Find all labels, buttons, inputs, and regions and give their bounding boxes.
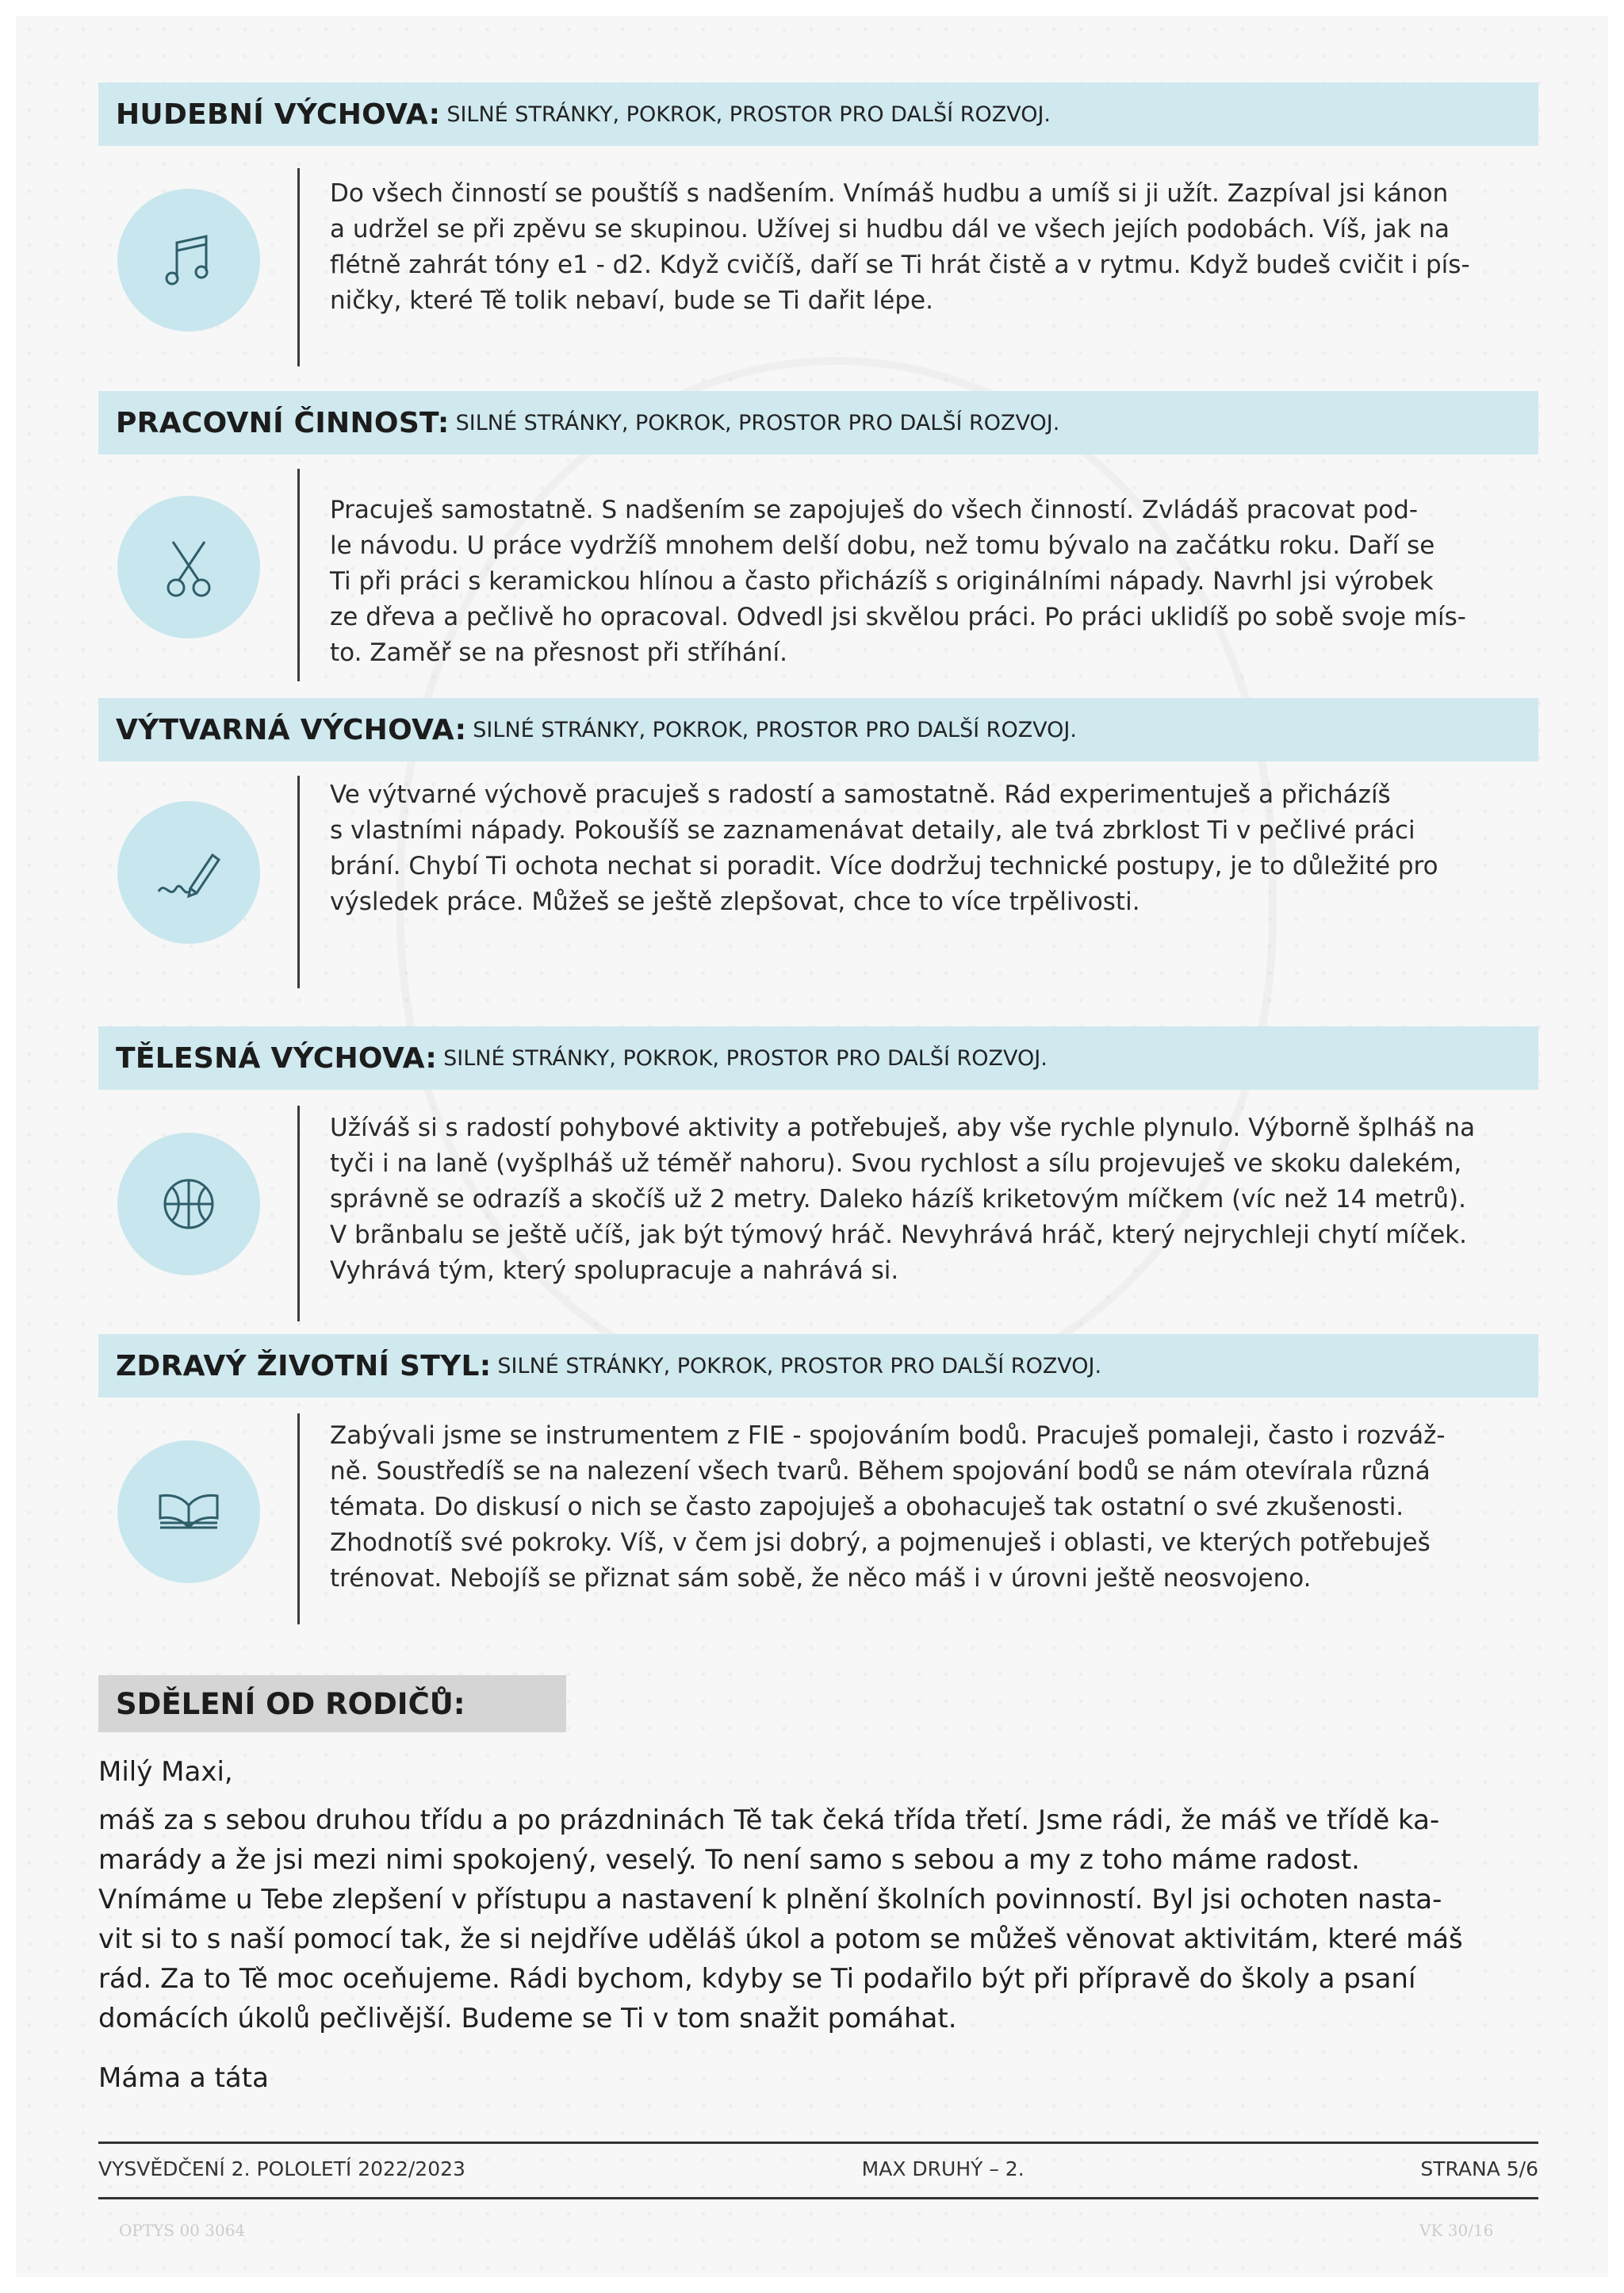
page-footer xyxy=(98,2157,1538,2180)
footer-top-rule xyxy=(98,2142,1538,2144)
section-divider xyxy=(297,168,300,366)
subject-subtitle: SILNÉ STRÁNKY, POKROK, PROSTOR PRO DALŠÍ ROZVOJ. xyxy=(446,102,1051,127)
section-heading xyxy=(98,698,1538,761)
section-heading xyxy=(98,82,1538,146)
pencil-icon xyxy=(117,801,260,944)
section-text: Pracuješ samostatně. S nadšením se zapojuješ do všech činností. Zvládáš pracovat pod- le návodu. U práce vydržíš mnohem delší dobu, než tomu bývalo na začátku roku. Daří se Ti při práci s keramickou hlínou a často přicházíš s originálními nápady. Navrhl jsi výrobek ze dřeva a pečlivě ho opracoval. Odvedl jsi skvělou práci. Po práci uklidíš po sobě svoje mís- to. Zaměř se na přesnost při stříhání. xyxy=(330,496,1466,667)
footer-bottom-rule xyxy=(98,2197,1538,2199)
section-divider xyxy=(297,776,300,988)
section-text: Do všech činností se pouštíš s nadšením. Vnímáš hudbu a umíš si ji užít. Zazpíval jsi kánon a udržel se při zpěvu se skupinou. Užívej si hudbu dál ve všech jejích podobách. Víš, jak na flétně zahrát tóny e1 - d2. Když cvičíš, daří se Ti hrát čistě a v rytmu. Když budeš cvičit i pís- ničky, které Tě tolik nebaví, bude se Ti dařit lépe. xyxy=(330,179,1470,315)
section-heading xyxy=(98,1334,1538,1398)
footer-page-number: STRANA 5/6 xyxy=(1420,2157,1538,2180)
subject-title: VÝTVARNÁ VÝCHOVA: xyxy=(116,713,467,746)
footer-student-name: MAX DRUHÝ – 2. xyxy=(861,2157,1025,2180)
parents-message-heading: SDĚLENÍ OD RODIČŮ: xyxy=(98,1675,566,1732)
parents-greeting: Milý Maxi, xyxy=(98,1756,233,1788)
ball-icon xyxy=(117,1133,260,1275)
subject-title: HUDEBNÍ VÝCHOVA: xyxy=(116,98,441,131)
subject-title: ZDRAVÝ ŽIVOTNÍ STYL: xyxy=(116,1349,492,1382)
print-code-right: VK 30/16 xyxy=(1419,2221,1494,2240)
section-text: Ve výtvarné výchově pracuješ s radostí a samostatně. Rád experimentuješ a přicházíš s vlastními nápady. Pokoušíš se zaznamenávat detaily, ale tvá zbrklost Ti v pečlivé práci brání. Chybí Ti ochota nechat si poradit. Více dodržuj technické postupy, je to důležité pro výsledek práce. Můžeš se ještě zlepšovat, chce to více trpělivosti. xyxy=(330,780,1438,916)
subject-subtitle: SILNÉ STRÁNKY, POKROK, PROSTOR PRO DALŠÍ ROZVOJ. xyxy=(455,410,1060,435)
section-text: Užíváš si s radostí pohybové aktivity a potřebuješ, aby vše rychle plynulo. Výborně šplháš na tyči i na laně (vyšplháš už téměř nahoru). Svou rychlost a sílu projevuješ ve skoku dalekém, správně se odrazíš a skočíš už 2 metry. Daleko házíš kriketovým míčkem (víc než 14 metrů). V brãnbalu se ještě učíš, jak být týmový hráč. Nevyhrává hráč, který nejrychleji chytí míček. Vyhrává tým, který spolupracuje a nahrává si. xyxy=(330,1114,1476,1285)
section-text: Zabývali jsme se instrumentem z FIE - spojováním bodů. Pracuješ pomaleji, často i rozváž- ně. Soustředíš se na nalezení všech tvarů. Během spojování bodů se nám otevírala různá témata. Do diskusí o nich se často zapojuješ a obohacuješ tak ostatní o své zkušenosti. Zhodnotíš své pokroky. Víš, v čem jsi dobrý, a pojmenuješ i oblasti, ve kterých potřebuješ trénovat. Nebojíš se přiznat sám sobě, že něco máš i v úrovni ještě neosvojeno. xyxy=(330,1421,1446,1593)
parents-signature: Máma a táta xyxy=(98,2062,269,2094)
subject-subtitle: SILNÉ STRÁNKY, POKROK, PROSTOR PRO DALŠÍ ROZVOJ. xyxy=(473,717,1077,742)
section-divider xyxy=(297,469,300,681)
subject-subtitle: SILNÉ STRÁNKY, POKROK, PROSTOR PRO DALŠÍ ROZVOJ. xyxy=(443,1045,1048,1071)
parents-message-body: máš za s sebou druhou třídu a po prázdninách Tě tak čeká třída třetí. Jsme rádi, že máš ve třídě ka- marády a že jsi mezi nimi spokojený, veselý. To není samo s sebou a my z toho máme radost. Vnímáme u Tebe zlepšení v přístupu a nastavení k plnění školních povinností. Byl jsi ochoten nasta- vit si to s naší pomocí tak, že si nejdříve uděláš úkol a potom se můžeš věnovat aktivitám, které máš rád. Za to Tě moc oceňujeme. Rádi bychom, kdyby se Ti podařilo být při přípravě do školy a psaní domácích úkolů pečlivější. Budeme se Ti v tom snažit pomáhat. xyxy=(98,1804,1463,2034)
section-divider xyxy=(297,1106,300,1321)
subject-title: PRACOVNÍ ČINNOST: xyxy=(116,406,450,439)
subject-title: TĚLESNÁ VÝCHOVA: xyxy=(116,1041,438,1075)
section-divider xyxy=(297,1413,300,1624)
footer-document-title: VYSVĚDČENÍ 2. POLOLETÍ 2022/2023 xyxy=(98,2157,465,2180)
open-book-icon xyxy=(117,1440,260,1583)
subject-subtitle: SILNÉ STRÁNKY, POKROK, PROSTOR PRO DALŠÍ ROZVOJ. xyxy=(497,1353,1102,1378)
print-code-left: OPTYS 00 3064 xyxy=(119,2221,246,2240)
music-note-icon xyxy=(117,189,260,332)
scissors-icon xyxy=(117,496,260,638)
section-heading xyxy=(98,1026,1538,1090)
section-heading xyxy=(98,391,1538,454)
